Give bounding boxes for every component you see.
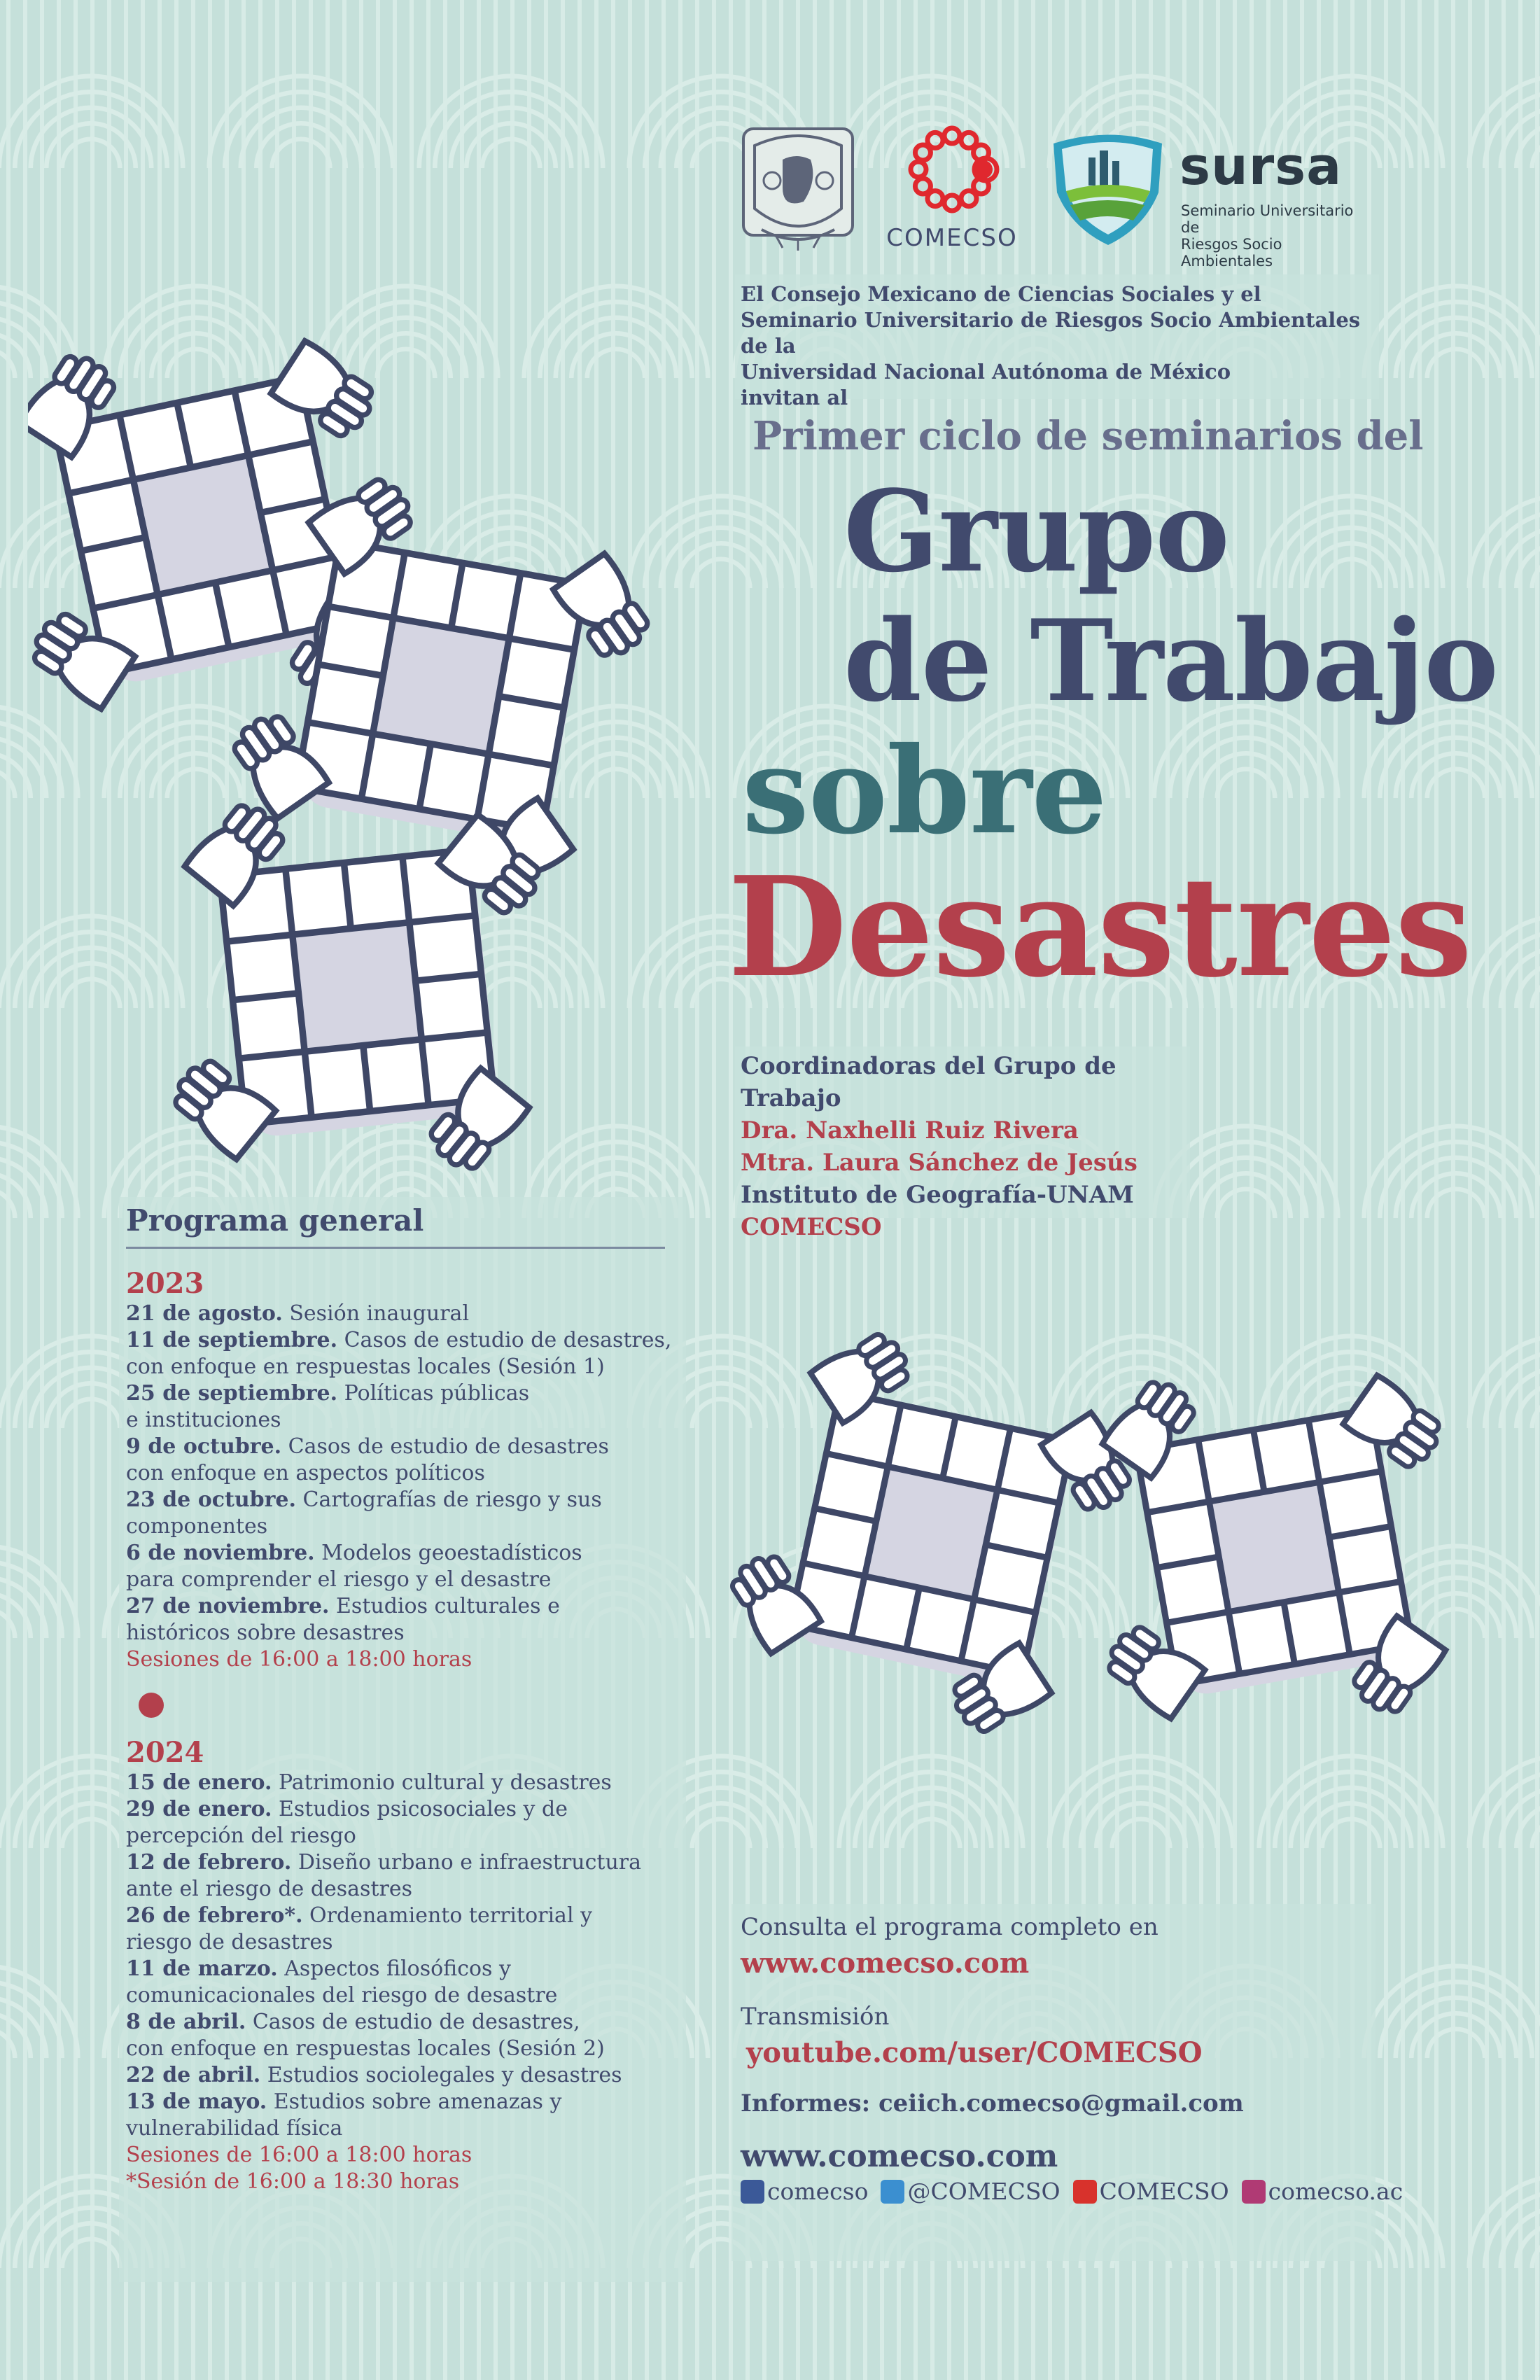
program-entry xyxy=(126,1327,679,1380)
sessions-note-2024: Sesiones de 16:00 a 18:00 horas xyxy=(126,2143,472,2167)
entry-date: 27 de noviembre. xyxy=(126,1594,330,1618)
separator-dot xyxy=(139,1693,164,1718)
sessions-note-2023: Sesiones de 16:00 a 18:00 horas xyxy=(126,1647,472,1672)
program-2023-list xyxy=(126,1301,679,1646)
entry-topic: Sesión inaugural xyxy=(282,1301,470,1326)
sursa-shield-icon xyxy=(1046,130,1169,248)
entry-topic: Modelos geoestadísticos xyxy=(314,1541,582,1565)
social-label: comecso.ac xyxy=(1268,2178,1404,2205)
entry-topic-cont: con enfoque en respuestas locales (Sesión 2) xyxy=(126,2036,605,2061)
social-links xyxy=(741,2176,1404,2212)
year-2024: 2024 xyxy=(126,1736,204,1769)
youtube-link[interactable]: youtube.com/user/COMECSO xyxy=(746,2036,1203,2069)
consulta-link[interactable]: www.comecso.com xyxy=(741,1947,1030,1980)
entry-topic: Estudios psicosociales y de xyxy=(272,1797,568,1821)
facebook-icon xyxy=(741,2180,764,2204)
invitation-line-4: invitan al xyxy=(741,386,848,410)
program-entry xyxy=(126,1380,679,1434)
title-line-2: de Trabajo xyxy=(844,595,1498,727)
entry-topic: Cartografías de riesgo y sus xyxy=(295,1488,602,1512)
entry-topic: Casos de estudio de desastres, xyxy=(246,2010,580,2034)
program-entry xyxy=(126,1487,679,1540)
entry-date: 6 de noviembre. xyxy=(126,1541,315,1565)
invitation-line-2: Seminario Universitario de Riesgos Socio Ambientales de la xyxy=(741,308,1361,358)
entry-date: 23 de octubre. xyxy=(126,1488,296,1512)
entry-topic: Casos de estudio de desastres, xyxy=(337,1328,672,1352)
entry-topic-cont: ante el riesgo de desastres xyxy=(126,1877,412,1901)
program-block xyxy=(126,1203,679,2195)
hands-illustration-top xyxy=(28,294,742,1211)
program-entry xyxy=(126,1770,679,1796)
sursa-tagline-line1: Seminario Universitario de xyxy=(1181,202,1354,236)
transmision-label: Transmisión xyxy=(741,2003,890,2031)
entry-date: 13 de mayo. xyxy=(126,2090,267,2114)
entry-topic: Patrimonio cultural y desastres xyxy=(272,1770,612,1795)
unam-shield-icon xyxy=(741,125,855,252)
program-entry xyxy=(126,1903,679,1956)
entry-date: 15 de enero. xyxy=(126,1770,272,1795)
coordinators-heading: Coordinadoras del Grupo de Trabajo xyxy=(741,1052,1116,1112)
entry-topic: Aspectos filosóficos y xyxy=(277,1956,511,1981)
social-label: COMECSO xyxy=(1099,2178,1229,2205)
program-entry xyxy=(126,1434,679,1487)
comecso-flower-icon xyxy=(878,119,1026,224)
social-link-twitter[interactable] xyxy=(881,2176,1060,2208)
entry-date: 25 de septiembre. xyxy=(126,1381,338,1406)
entry-date: 11 de septiembre. xyxy=(126,1328,338,1352)
sursa-tagline xyxy=(1181,202,1354,270)
entry-topic-cont: comunicacionales del riesgo de desastre xyxy=(126,1983,558,2008)
program-entry xyxy=(126,2089,679,2142)
program-2024-list xyxy=(126,1770,679,2142)
social-link-instagram[interactable] xyxy=(1242,2176,1404,2208)
social-link-youtube[interactable] xyxy=(1073,2176,1229,2208)
entry-topic-cont: percepción del riesgo xyxy=(126,1823,356,1848)
entry-topic-cont: vulnerabilidad física xyxy=(126,2116,343,2141)
invitation-line-3: Universidad Nacional Autónoma de México xyxy=(741,360,1231,384)
entry-date: 11 de marzo. xyxy=(126,1956,278,1981)
subtitle: Primer ciclo de seminarios del xyxy=(752,413,1424,459)
coordinators-org: COMECSO xyxy=(741,1213,882,1241)
invitation-line-1: El Consejo Mexicano de Ciencias Sociales y el xyxy=(741,282,1261,306)
info-block xyxy=(741,1911,1404,2212)
entry-date: 9 de octubre. xyxy=(126,1434,282,1459)
coordinator-name-1: Dra. Naxhelli Ruiz Rivera xyxy=(741,1116,1079,1144)
entry-date: 26 de febrero*. xyxy=(126,1903,303,1928)
entry-date: 29 de enero. xyxy=(126,1797,272,1821)
entry-topic-cont: con enfoque en aspectos políticos xyxy=(126,1461,485,1485)
coordinators-block xyxy=(741,1050,1175,1243)
program-entry xyxy=(126,1956,679,2009)
program-entry xyxy=(126,2062,679,2089)
entry-date: 12 de febrero. xyxy=(126,1850,292,1875)
entry-topic: Políticas públicas xyxy=(337,1381,530,1406)
entry-date: 21 de agosto. xyxy=(126,1301,283,1326)
year-2023: 2023 xyxy=(126,1267,204,1300)
program-entry xyxy=(126,1540,679,1593)
program-entry xyxy=(126,1849,679,1903)
sessions-note-2024-special: *Sesión de 16:00 a 18:30 horas xyxy=(126,2169,460,2194)
entry-topic: Estudios sobre amenazas y xyxy=(267,2090,562,2114)
consulta-text: Consulta el programa completo en xyxy=(741,1913,1158,1941)
website-link[interactable]: www.comecso.com xyxy=(741,2138,1058,2174)
program-entry xyxy=(126,1796,679,1849)
entry-topic: Estudios culturales e xyxy=(329,1594,560,1618)
program-divider xyxy=(126,1247,665,1249)
social-label: @COMECSO xyxy=(907,2178,1060,2205)
program-title: Programa general xyxy=(126,1203,424,1238)
title-line-4: Desastres xyxy=(728,847,1472,1008)
sursa-tagline-line2: Riesgos Socio Ambientales xyxy=(1181,236,1282,270)
entry-topic-cont: históricos sobre desastres xyxy=(126,1620,405,1645)
entry-topic-cont: para comprender el riesgo y el desastre xyxy=(126,1567,552,1592)
entry-topic-cont: riesgo de desastres xyxy=(126,1930,333,1954)
entry-date: 8 de abril. xyxy=(126,2010,246,2034)
comecso-logo-text: COMECSO xyxy=(886,224,1018,252)
hands-illustration-bottom xyxy=(714,1295,1512,1799)
entry-topic: Diseño urbano e infraestructura xyxy=(291,1850,642,1875)
program-entry xyxy=(126,2009,679,2062)
sursa-logo xyxy=(1046,130,1354,270)
coordinator-name-2: Mtra. Laura Sánchez de Jesús xyxy=(741,1149,1138,1177)
social-label: comecso xyxy=(767,2178,869,2205)
entry-topic-cont: e instituciones xyxy=(126,1408,281,1432)
youtube-icon xyxy=(1073,2180,1097,2204)
entry-topic: Estudios sociolegales y desastres xyxy=(260,2063,622,2087)
title-line-3: sobre xyxy=(742,721,1107,861)
title-line-1: Grupo xyxy=(844,465,1229,597)
instagram-icon xyxy=(1242,2180,1266,2204)
program-entry xyxy=(126,1593,679,1646)
comecso-logo xyxy=(878,119,1026,259)
entry-date: 22 de abril. xyxy=(126,2063,261,2087)
entry-topic: Ordenamiento territorial y xyxy=(302,1903,593,1928)
social-link-facebook[interactable] xyxy=(741,2176,868,2208)
invitation-text xyxy=(741,281,1371,411)
entry-topic-cont: componentes xyxy=(126,1514,268,1539)
coordinators-institution: Instituto de Geografía-UNAM xyxy=(741,1181,1134,1209)
entry-topic: Casos de estudio de desastres xyxy=(281,1434,609,1459)
entry-topic-cont: con enfoque en respuestas locales (Sesión 1) xyxy=(126,1354,605,1379)
sursa-logo-text: sursa xyxy=(1180,136,1343,197)
twitter-icon xyxy=(881,2180,904,2204)
program-entry xyxy=(126,1301,679,1327)
informes-email[interactable]: Informes: ceiich.comecso@gmail.com xyxy=(741,2090,1244,2118)
